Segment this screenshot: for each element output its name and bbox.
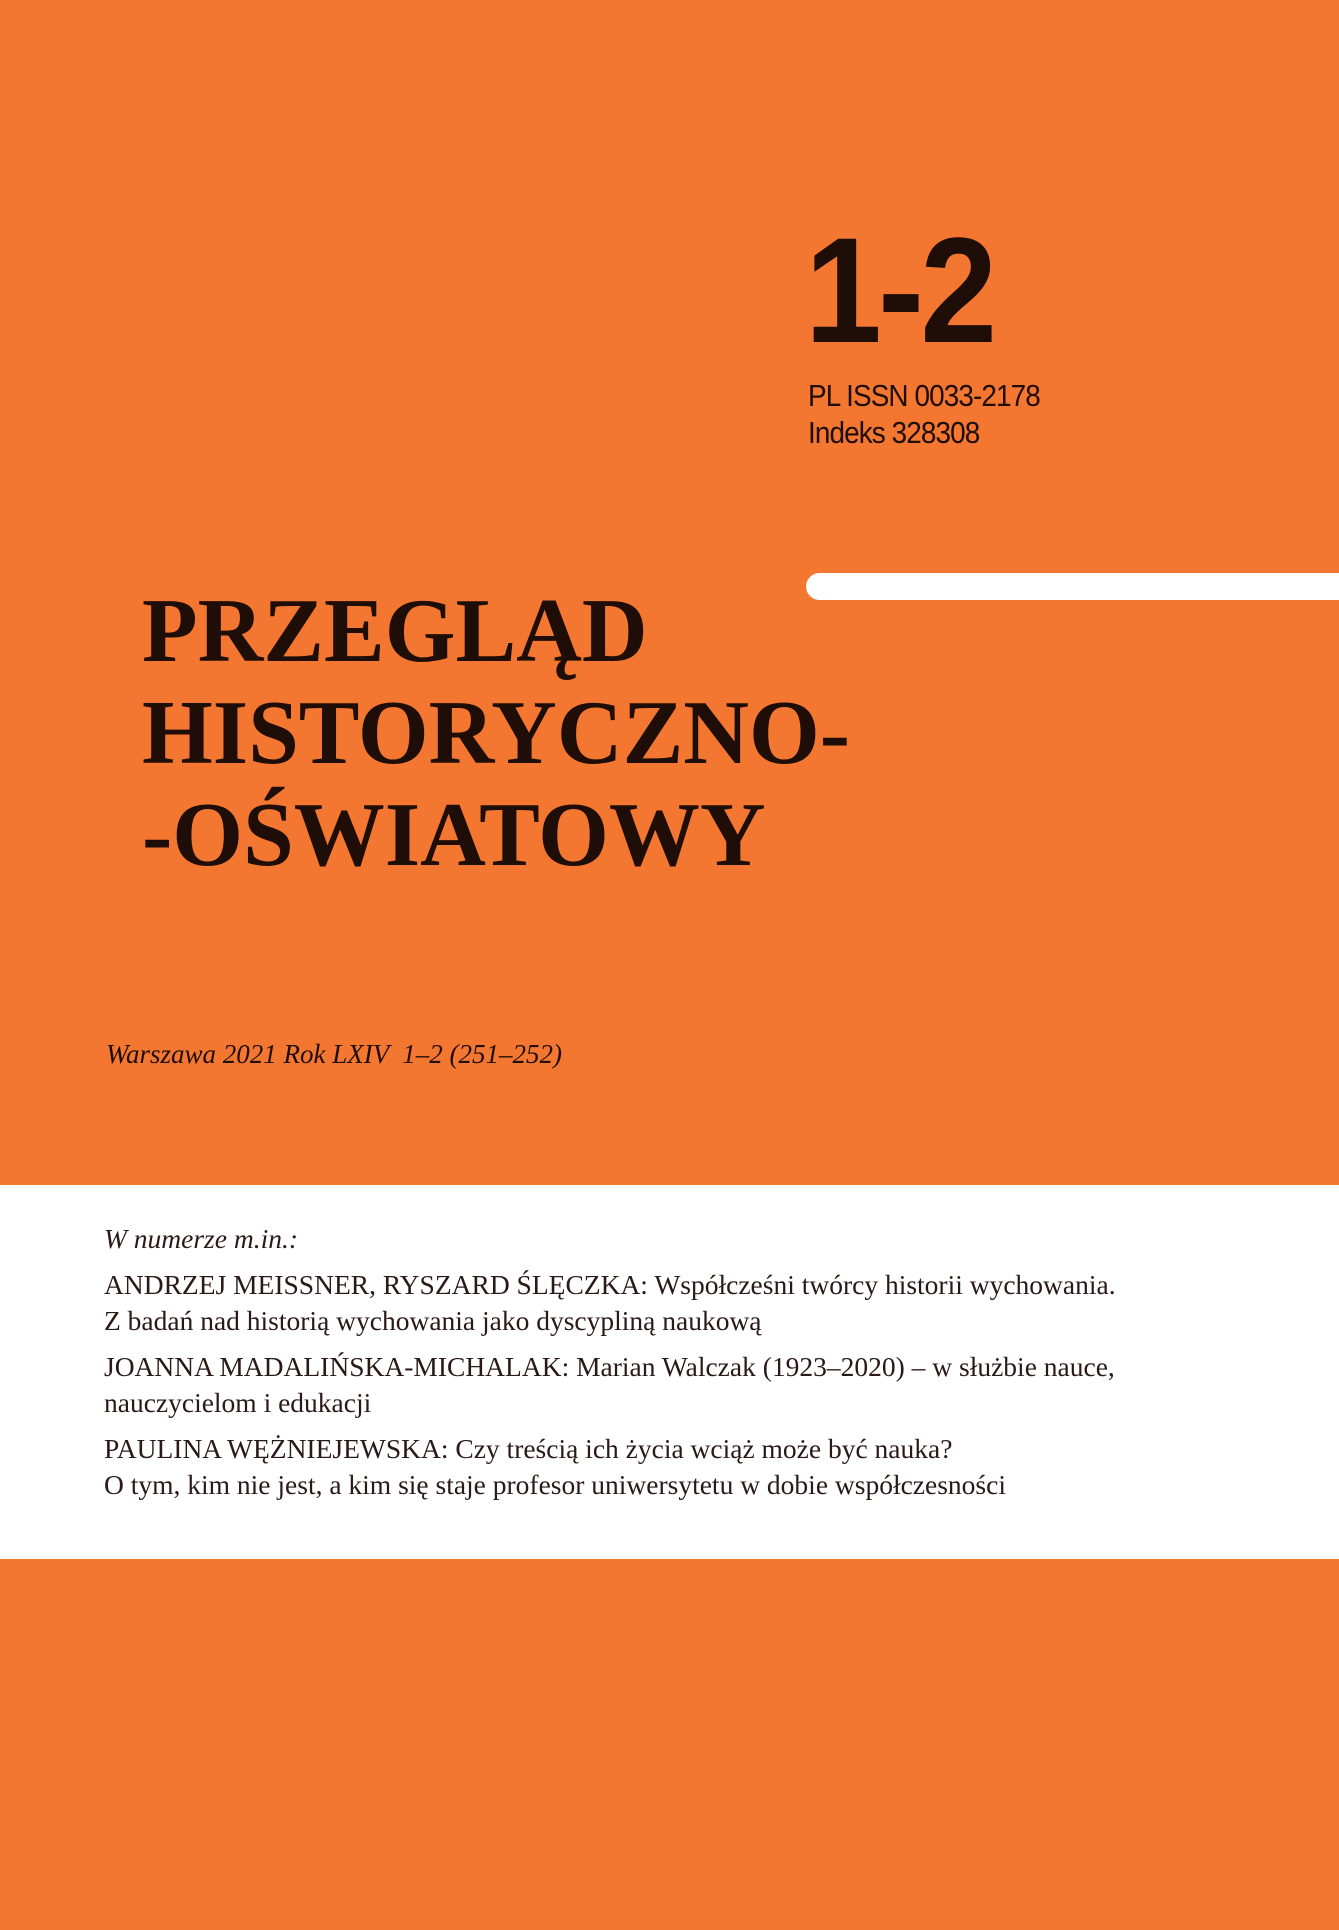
contents-heading: W numerze m.in.: [104, 1223, 298, 1254]
article-entry [104, 1349, 1304, 1421]
index-number: Indeks 328308 [808, 415, 980, 450]
issn-block [808, 377, 1040, 451]
article-entry [104, 1267, 1304, 1339]
article-line: JOANNA MADALIŃSKA-MICHALAK: Marian Walczak (1923–2020) – w służbie nauce, [104, 1351, 1115, 1382]
article-entry [104, 1431, 1304, 1503]
imprint-line: Warszawa 2021 Rok LXIV 1–2 (251–252) [106, 1039, 563, 1069]
contents-panel [0, 1185, 1339, 1559]
issue-number: 1-2 [805, 206, 994, 374]
issn-number: PL ISSN 0033-2178 [808, 378, 1040, 413]
article-line: O tym, kim nie jest, a kim się staje profesor uniwersytetu w dobie współczesności [104, 1469, 1006, 1500]
title-line-1: PRZEGLĄD [142, 580, 648, 681]
contents-list [104, 1221, 1304, 1513]
title-line-2: HISTORYCZNO- [142, 682, 851, 783]
article-line: ANDRZEJ MEISSNER, RYSZARD ŚLĘCZKA: Współcześni twórcy historii wychowania. [104, 1269, 1116, 1300]
title-line-3: -OŚWIATOWY [142, 784, 766, 885]
decorative-white-bar [806, 573, 1339, 600]
journal-title [142, 580, 850, 886]
article-line: Z badań nad historią wychowania jako dyscypliną naukową [104, 1305, 762, 1336]
article-line: PAULINA WĘŻNIEJEWSKA: Czy treścią ich życia wciąż może być nauka? [104, 1433, 953, 1464]
article-line: nauczycielom i edukacji [104, 1387, 372, 1418]
